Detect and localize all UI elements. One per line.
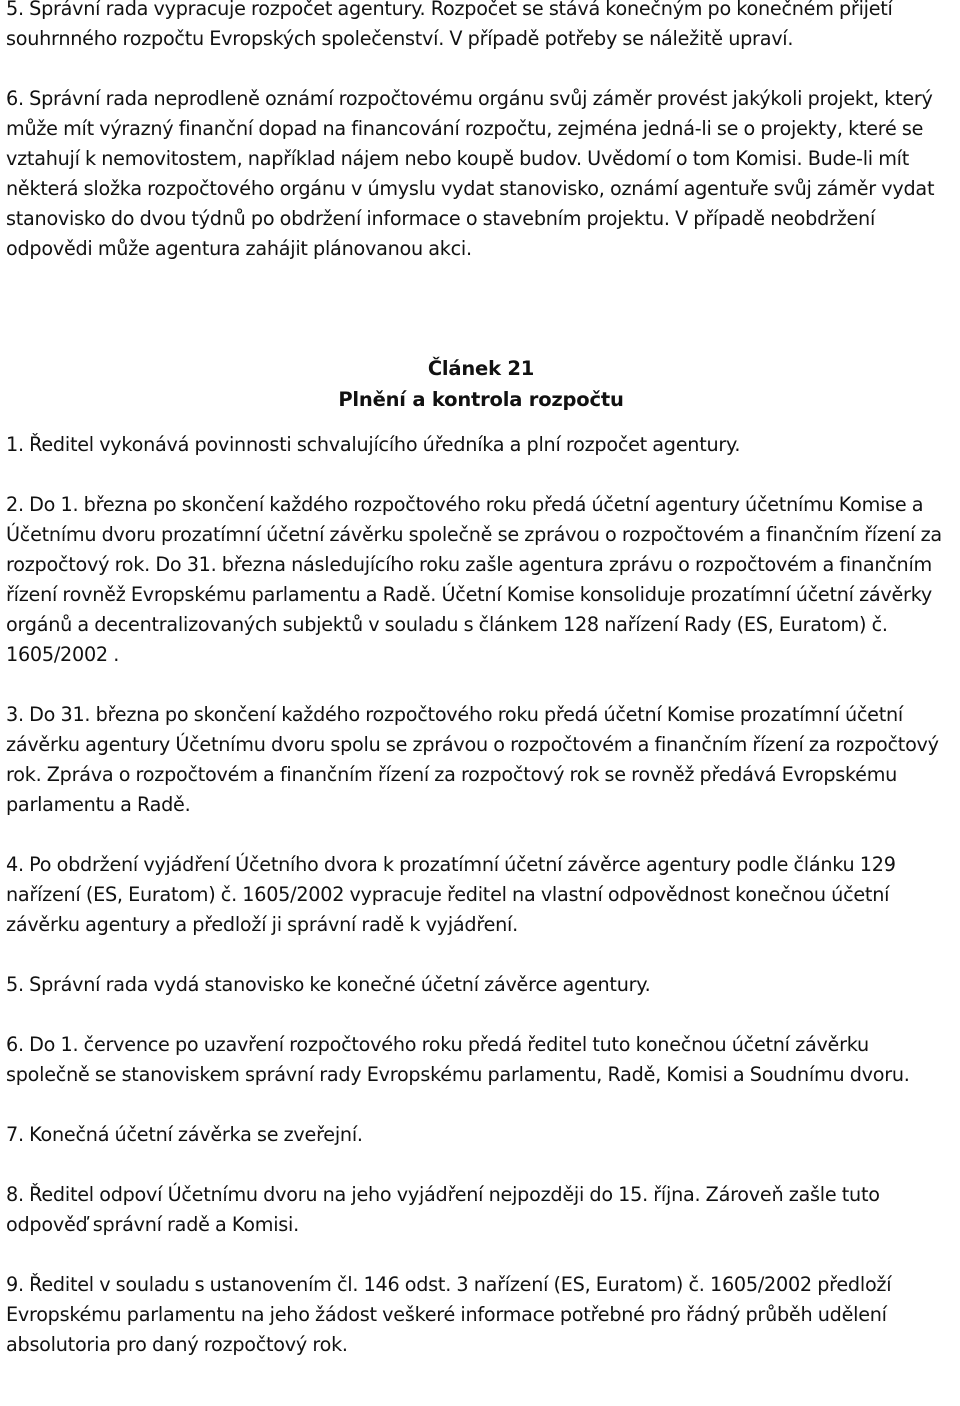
paragraph-6-building-projects: 6. Správní rada neprodleně oznámí rozpočtovému orgánu svůj záměr provést jakýkoli projekt, který může mít výrazný finanční dopad na financování rozpočtu, zejména jedná-li se o projekty, které se vztahují k nemovitostem, například nájem nebo koupě budov. Uvědomí o tom Komisi. Bude-li mít některá složka rozpočtového orgánu v úmyslu vydat stanovisko, oznámí agentuře svůj záměr vydat stanovisko do dvou týdnů po obdržení informace o stavebním projektu. V případě neobdržení odpovědi může agentura zahájit plánovanou akci. <box>6 87 935 260</box>
article-paragraph-5: 5. Správní rada vydá stanovisko ke konečné účetní závěrce agentury. <box>6 973 651 996</box>
article-paragraph-6: 6. Do 1. července po uzavření rozpočtového roku předá ředitel tuto konečnou účetní závěrku společně se stanoviskem správní rady Evropskému parlamentu, Radě, Komisi a Soudnímu dvoru. <box>6 1033 910 1086</box>
article-heading <box>6 353 956 415</box>
article-paragraph-7: 7. Konečná účetní závěrka se zveřejní. <box>6 1123 363 1146</box>
article-paragraph-1: 1. Ředitel vykonává povinnosti schvalujícího úředníka a plní rozpočet agentury. <box>6 433 741 456</box>
paragraph-5-budget-adoption: 5. Správní rada vypracuje rozpočet agentury. Rozpočet se stává konečným po konečném přijetí souhrnného rozpočtu Evropských společenství. V případě potřeby se náležitě upraví. <box>6 0 893 50</box>
article-title: Plnění a kontrola rozpočtu <box>338 388 624 411</box>
article-paragraph-3: 3. Do 31. března po skončení každého rozpočtového roku předá účetní Komise prozatímní účetní závěrku agentury Účetnímu dvoru spolu se zprávou o rozpočtovém a finančním řízení za rozpočtový rok. Zpráva o rozpočtovém a finančním řízení za rozpočtový rok se rovněž předává Evropskému parlamentu a Radě. <box>6 703 939 816</box>
article-paragraph-8: 8. Ředitel odpoví Účetnímu dvoru na jeho vyjádření nejpozději do 15. října. Zároveň zašle tuto odpověď správní radě a Komisi. <box>6 1183 880 1236</box>
document-page <box>6 0 956 1360</box>
article-paragraph-2: 2. Do 1. března po skončení každého rozpočtového roku předá účetní agentury účetnímu Komise a Účetnímu dvoru prozatímní účetní závěrku společně se zprávou o rozpočtovém a finančním řízení za rozpočtový rok. Do 31. března následujícího roku zašle agentura zprávu o rozpočtovém a finančním řízení rovněž Evropskému parlamentu a Radě. Účetní Komise konsoliduje prozatímní účetní závěrky orgánů a decentralizovaných subjektů v souladu s článkem 128 nařízení Rady (ES, Euratom) č. 1605/2002 . <box>6 493 942 666</box>
article-paragraph-4: 4. Po obdržení vyjádření Účetního dvora k prozatímní účetní závěrce agentury podle článku 129 nařízení (ES, Euratom) č. 1605/2002 vypracuje ředitel na vlastní odpovědnost konečnou účetní závěrku agentury a předloží ji správní radě k vyjádření. <box>6 853 896 936</box>
article-paragraph-9: 9. Ředitel v souladu s ustanovením čl. 146 odst. 3 nařízení (ES, Euratom) č. 1605/2002 předloží Evropskému parlamentu na jeho žádost veškeré informace potřebné pro řádný průběh udělení absolutoria pro daný rozpočtový rok. <box>6 1273 892 1356</box>
article-number: Článek 21 <box>427 357 535 380</box>
